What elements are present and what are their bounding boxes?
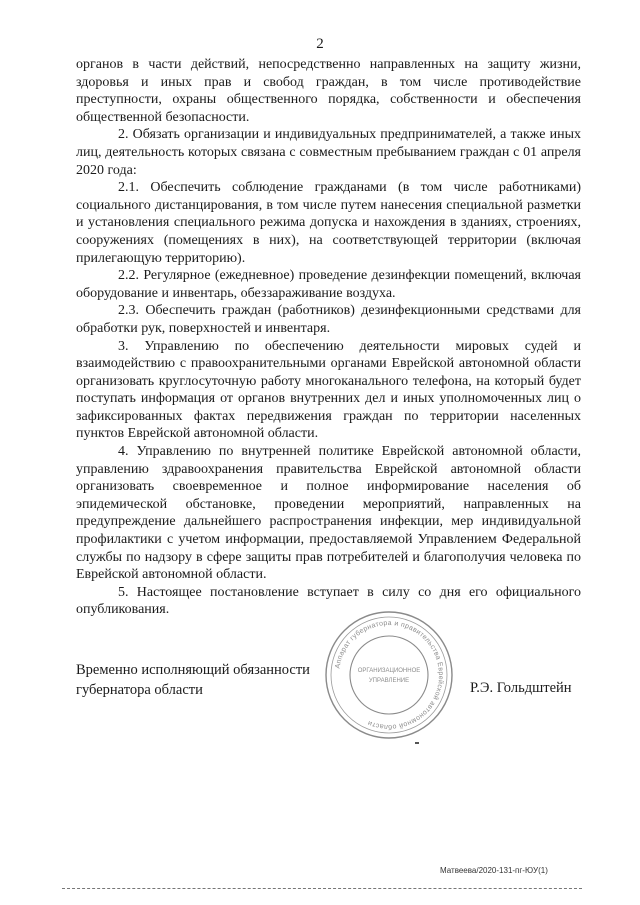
signatory-name: Р.Э. Гольдштейн <box>470 680 572 696</box>
bottom-divider <box>62 888 582 889</box>
paragraph-item-2-2: 2.2. Регулярное (ежедневное) проведение дезинфекции помещений, включая оборудование и инвентарь, обеззараживание воздуха. <box>76 268 581 301</box>
svg-text:УПРАВЛЕНИЕ: УПРАВЛЕНИЕ <box>368 678 410 684</box>
document-body <box>76 56 581 619</box>
page-number: 2 <box>316 36 324 52</box>
paragraph-item-2-3: 2.3. Обеспечить граждан (работников) дезинфекционными средствами для обработки рук, поверхностей и инвентаря. <box>76 303 581 336</box>
svg-text:ОРГАНИЗАЦИОННОЕ: ОРГАНИЗАЦИОННОЕ <box>357 668 421 674</box>
signatory-position <box>76 660 316 700</box>
paragraph-item-2-1: 2.1. Обеспечить соблюдение гражданами (в том числе работниками) социального дистанцирования, в том числе путем нанесения специальной разметки и установления специального режима допуска и нахождения в зданиях, строениях, сооружениях (помещениях в них), на соответствующей территории (включая прилегающую территорию). <box>76 180 581 266</box>
paragraph-item-2: 2. Обязать организации и индивидуальных предпринимателей, а также иных лиц, деятельность которых связана с совместным пребыванием граждан с 01 апреля 2020 года: <box>76 127 581 178</box>
paragraph-item-5: 5. Настоящее постановление вступает в силу со дня его официального опубликования. <box>76 584 581 618</box>
official-seal-stamp <box>322 608 456 742</box>
paragraph-item-4: 4. Управлению по внутренней политике Еврейской автономной области, управлению здравоохранения правительства Еврейской автономной области организовать своевременное и полное информирование населения об эпидемической обстановке, проведении мероприятий, направленных на предупреждение дальнейшего распространения инфекции, мер индивидуальной профилактики с учетом информации, предоставляемой Управлением Федеральной службы по надзору в сфере защиты прав потребителей и благополучия человека по Еврейской автономной области. <box>76 444 581 583</box>
stray-mark <box>415 742 419 744</box>
signatory-position-line-1: Временно исполняющий обязанности <box>76 662 310 678</box>
signatory-position-line-2: губернатора области <box>76 682 203 698</box>
document-reference-code: Матвеева/2020-131-пг-ЮУ(1) <box>440 866 548 875</box>
paragraph-continuation: органов в части действий, непосредственно направленных на защиту жизни, здоровья и иных прав и свобод граждан, в том числе противодействие преступности, охраны общественного порядка, собственности и обеспечения общественной безопасности. <box>76 57 581 125</box>
paragraph-item-3: 3. Управлению по обеспечению деятельности мировых судей и взаимодействию с правоохранительными органами Еврейской автономной области организовать круглосуточную работу многоканального телефона, на который будет поступать информация от органов внутренних дел и иных уполномоченных лиц о зафиксированных фактах передвижения граждан по территории населенных пунктов Еврейской автономной области. <box>76 338 581 442</box>
svg-text:Аппарат губернатора и правител: Аппарат губернатора и правительства Еврейской автономной области <box>334 619 445 731</box>
